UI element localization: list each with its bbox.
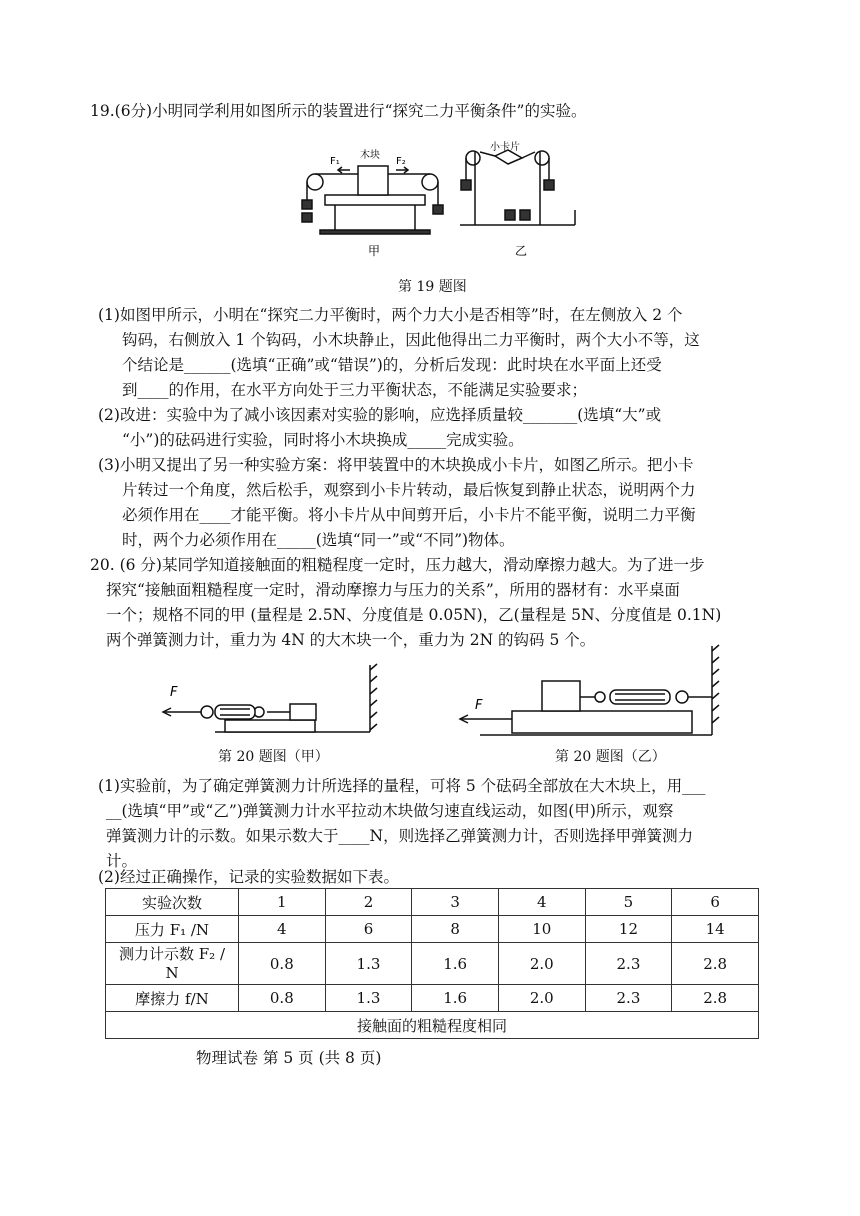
table-cell: 2.0 xyxy=(498,985,585,1012)
table-cell: 2.3 xyxy=(585,985,672,1012)
reading-label-b: N xyxy=(165,963,179,982)
table-row-footer xyxy=(106,1012,759,1039)
q20-p1-line1: (1)实验前，为了确定弹簧测力计所选择的量程，可将 5 个砝码全部放在大木块上，用___ xyxy=(98,777,706,795)
page-footer: 物理试卷 第 5 页 (共 8 页) xyxy=(196,1049,382,1067)
table-cell: 10 xyxy=(498,916,585,943)
q19-p2-line2: “小”)的砝码进行实验，同时将小木块换成_____完成实验。 xyxy=(122,431,524,449)
q19-p1-line4: 到____的作用，在水平方向处于三力平衡状态，不能满足实验要求； xyxy=(122,381,588,399)
label-f-right: F xyxy=(475,698,483,713)
table-header-cell: 压力 F₁ /N xyxy=(106,916,239,943)
figure-19 xyxy=(290,140,580,265)
figure-20-jia xyxy=(155,660,380,740)
q20-p1-line4: 计。 xyxy=(106,852,138,870)
table-cell: 5 xyxy=(585,889,672,916)
table-footer-cell: 接触面的粗糙程度相同 xyxy=(106,1012,759,1039)
q20-p1-line3: 弹簧测力计的示数。如果示数大于____N，则选择乙弹簧测力计，否则选择甲弹簧测力 xyxy=(106,827,694,845)
q19-p1-line3: 个结论是______(选填“正确”或“错误”)的，分析后发现：此时块在水平面上还受 xyxy=(122,356,662,374)
figure-19-jia xyxy=(302,166,443,234)
table-cell: 1.6 xyxy=(412,943,499,985)
q19-p3-line1: (3)小明又提出了另一种实验方案：将甲装置中的木块换成小卡片，如图乙所示。把小卡 xyxy=(98,456,694,474)
figure-20-yi-caption: 第 20 题图（乙） xyxy=(555,749,666,765)
table-cell: 6 xyxy=(325,916,412,943)
q20-intro-line3: 两个弹簧测力计，重力为 4N 的大木块一个，重力为 2N 的钩码 5 个。 xyxy=(106,631,596,649)
q19-p1-line1: (1)如图甲所示，小明在“探究二力平衡时，两个力大小是否相等”时，在左侧放入 2 个 xyxy=(98,306,683,324)
table-cell: 2.8 xyxy=(672,985,759,1012)
table-cell: 2.8 xyxy=(672,943,759,985)
q20-p1-line2: __(选填“甲”或“乙”)弹簧测力计水平拉动木块做匀速直线运动，如图(甲)所示，观察 xyxy=(106,802,674,820)
q20-intro-line2: 一个；规格不同的甲 (量程是 2.5N、分度值是 0.05N)，乙(量程是 5N、分度值是 0.1N) xyxy=(106,606,722,624)
table-cell: 14 xyxy=(672,916,759,943)
q20-p2: (2)经过正确操作，记录的实验数据如下表。 xyxy=(98,868,399,886)
table-header-cell xyxy=(106,943,239,985)
table-header-cell: 实验次数 xyxy=(106,889,239,916)
q19-header: 19.(6分)小明同学利用如图所示的装置进行“探究二力平衡条件”的实验。 xyxy=(90,102,587,120)
table-header-cell: 摩擦力 f/N xyxy=(106,985,239,1012)
q19-p1-line2: 钩码，右侧放入 1 个钩码，小木块静止，因此他得出二力平衡时，两个大小不等，这 xyxy=(122,331,700,349)
figure-20-jia-caption: 第 20 题图（甲） xyxy=(218,749,329,765)
table-cell: 6 xyxy=(672,889,759,916)
table-cell: 1 xyxy=(239,889,326,916)
table-cell: 1.3 xyxy=(325,985,412,1012)
figure-19-yi xyxy=(460,150,575,225)
label-f2: F₂ xyxy=(396,156,406,167)
label-card: 小卡片 xyxy=(490,142,520,153)
label-f1: F₁ xyxy=(330,156,340,167)
table-cell: 1.3 xyxy=(325,943,412,985)
table-cell: 2.3 xyxy=(585,943,672,985)
table-cell: 1.6 xyxy=(412,985,499,1012)
q20-intro-line1: 探究“接触面粗糙程度一定时，滑动摩擦力与压力的关系”，所用的器材有：水平桌面 xyxy=(106,581,680,599)
q19-p3-line2: 片转过一个角度，然后松手，观察到小卡片转动，最后恢复到静止状态，说明两个力 xyxy=(122,481,696,499)
table-cell: 4 xyxy=(498,889,585,916)
label-jia: 甲 xyxy=(368,244,381,258)
q19-p3-line4: 时，两个力必须作用在_____(选填“同一”或“不同”)物体。 xyxy=(122,531,515,549)
label-block: 木块 xyxy=(360,150,380,161)
q19-p3-line3: 必须作用在____才能平衡。将小卡片从中间剪开后，小卡片不能平衡，说明二力平衡 xyxy=(122,506,696,524)
table-cell: 3 xyxy=(412,889,499,916)
table-cell: 4 xyxy=(239,916,326,943)
data-table xyxy=(105,888,759,1039)
table-cell: 8 xyxy=(412,916,499,943)
table-cell: 2.0 xyxy=(498,943,585,985)
table-row-friction xyxy=(106,985,759,1012)
reading-label-a: 测力计示数 F₂ / xyxy=(118,944,225,963)
table-cell: 2 xyxy=(325,889,412,916)
q20-header: 20. (6 分)某同学知道接触面的粗糙程度一定时，压力越大，滑动摩擦力越大。为了进一步 xyxy=(90,556,705,574)
table-cell: 0.8 xyxy=(239,985,326,1012)
table-row-pressure xyxy=(106,916,759,943)
label-f-left: F xyxy=(170,685,178,700)
table-cell: 0.8 xyxy=(239,943,326,985)
table-cell: 12 xyxy=(585,916,672,943)
q19-p2-line1: (2)改进：实验中为了减小该因素对实验的影响，应选择质量较_______(选填“大”或 xyxy=(98,406,662,424)
table-row-trial xyxy=(106,889,759,916)
table-row-reading xyxy=(106,943,759,985)
figure-20-yi xyxy=(450,643,730,740)
label-yi: 乙 xyxy=(515,244,528,258)
figure-19-caption: 第 19 题图 xyxy=(398,279,467,295)
